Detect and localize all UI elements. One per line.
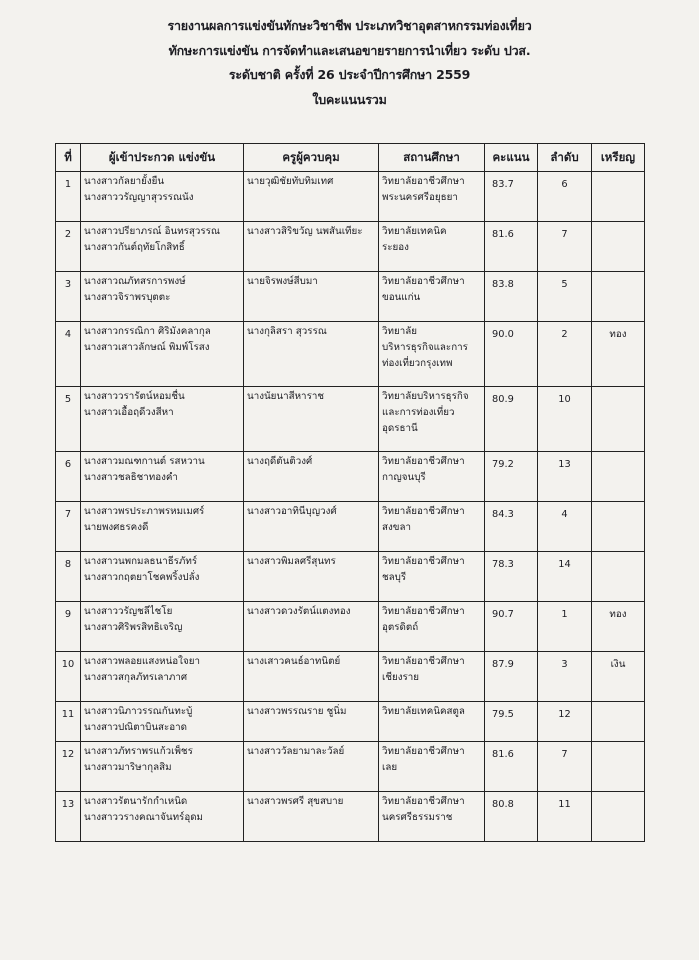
cell-rank: 1	[538, 602, 592, 652]
col-header-competitors: ผู้เข้าประกวด แข่งขัน	[81, 144, 244, 172]
cell-advisor	[244, 222, 379, 272]
cell-medal: ทอง	[592, 322, 645, 387]
cell-competitors	[81, 172, 244, 222]
competitor-1-first: นางสาวมณฑกานต์ รสหวาน	[84, 456, 205, 467]
table-row	[56, 172, 645, 222]
competitor-2-last: กุลสิม	[147, 762, 172, 773]
cell-no: 7	[56, 502, 81, 552]
cell-no: 13	[56, 792, 81, 842]
advisor-name	[244, 704, 378, 720]
advisor-name-last: ศรีสุนทร	[299, 556, 336, 567]
competitor-2-last: สิทธิเจริญ	[141, 622, 183, 633]
cell-no: 9	[56, 602, 81, 652]
competitor-2-first: นางสาวกันต์ฤทัย	[84, 242, 156, 253]
cell-medal	[592, 702, 645, 742]
competitor-2	[81, 240, 243, 256]
advisor-name	[244, 554, 378, 570]
school-line: วิทยาลัยเทคนิค	[382, 226, 447, 237]
cell-school	[379, 652, 485, 702]
advisor-name-first: นางเสาวคนธ์	[247, 656, 304, 667]
cell-rank: 7	[538, 742, 592, 792]
competitor-1	[81, 224, 243, 240]
cell-rank: 7	[538, 222, 592, 272]
competitor-2	[81, 405, 243, 421]
competitor-1-first: นางสาววรัญชลี	[84, 606, 150, 617]
advisor-name	[244, 389, 378, 405]
competitor-2-first: นางสาวเสาวลักษณ์ พิมพ์โรสง	[84, 342, 210, 353]
school-line: เลย	[382, 762, 398, 773]
cell-competitors	[81, 702, 244, 742]
competitor-2-last: จันทร์อุดม	[160, 812, 204, 823]
table-row	[56, 742, 645, 792]
competitor-2	[81, 620, 243, 636]
cell-score: 80.8	[485, 792, 538, 842]
cell-competitors	[81, 502, 244, 552]
cell-medal	[592, 452, 645, 502]
school-line: นครศรีธรรมราช	[382, 812, 453, 823]
advisor-name-first: นางสาวดวงรัตน์	[247, 606, 316, 617]
advisor-name	[244, 224, 378, 240]
competitor-2	[81, 720, 243, 736]
school-line: วิทยาลัยเทคนิคสตูล	[382, 706, 465, 717]
advisor-name-last: บุญวงศ์	[305, 506, 337, 517]
competitor-2-first: นางสาวชลธิชา	[84, 472, 149, 483]
cell-school	[379, 552, 485, 602]
school-line: อุดรธานี	[382, 423, 418, 434]
cell-competitors	[81, 322, 244, 387]
school-line: กาญจนบุรี	[382, 472, 426, 483]
competitor-1	[81, 654, 243, 670]
competitor-2	[81, 340, 243, 356]
school-line: พระนครศรีอยุธยา	[382, 192, 458, 203]
school-line: ขอนแก่น	[382, 292, 421, 303]
competitor-1-last: การพงษ์	[151, 276, 186, 287]
advisor-name-last: ทับทิมเทศ	[291, 176, 334, 187]
cell-advisor	[244, 452, 379, 502]
cell-competitors	[81, 792, 244, 842]
advisor-name-first: นายวุฒิชัย	[247, 176, 292, 187]
competitor-2-last: เลาภาศ	[154, 672, 188, 683]
cell-rank: 10	[538, 387, 592, 452]
competitor-1-first: นางสาวพรประภา	[84, 506, 159, 517]
advisor-name-first: นางสาวพรศรี สุขสบาย	[247, 796, 344, 807]
cell-competitors	[81, 222, 244, 272]
competitor-2	[81, 670, 243, 686]
competitor-1	[81, 274, 243, 290]
cell-competitors	[81, 552, 244, 602]
school-line: วิทยาลัยบริหารธุรกิจ	[382, 391, 469, 402]
col-header-no: ที่	[56, 144, 81, 172]
cell-score: 83.8	[485, 272, 538, 322]
cell-no: 8	[56, 552, 81, 602]
table-row	[56, 322, 645, 387]
advisor-name	[244, 174, 378, 190]
school-line: บริหารธุรกิจและการ	[382, 342, 468, 353]
cell-competitors	[81, 452, 244, 502]
cell-medal: เงิน	[592, 652, 645, 702]
col-header-advisor: ครูผู้ควบคุม	[244, 144, 379, 172]
competitor-1	[81, 604, 243, 620]
competitor-1-last: หน่อใจยา	[159, 656, 200, 667]
competitor-1-last: ยั้งยืน	[141, 176, 165, 187]
table-row	[56, 552, 645, 602]
competitor-1-last: ธนาธีรภัทร์	[149, 556, 198, 567]
competitor-1-last: หอมชื่น	[152, 391, 185, 402]
cell-rank: 14	[538, 552, 592, 602]
cell-school	[379, 222, 485, 272]
cell-score: 78.3	[485, 552, 538, 602]
cell-no: 2	[56, 222, 81, 272]
advisor-name-first: นางสาวพิมล	[247, 556, 300, 567]
school-line: สงขลา	[382, 522, 411, 533]
cell-school	[379, 172, 485, 222]
advisor-name-first: นางสาววัลยา	[247, 746, 304, 757]
competitor-1	[81, 454, 243, 470]
cell-rank: 12	[538, 702, 592, 742]
cell-medal	[592, 552, 645, 602]
cell-advisor	[244, 272, 379, 322]
cell-competitors	[81, 742, 244, 792]
competitor-2-first: นางสาวสกุลภัทร	[84, 672, 155, 683]
cell-advisor	[244, 322, 379, 387]
advisor-name	[244, 744, 378, 760]
competitor-2-first: นางสาววรางคณา	[84, 812, 161, 823]
cell-score: 80.9	[485, 387, 538, 452]
advisor-name-first: นางกุลิสรา สุวรรณ	[247, 326, 327, 337]
cell-school	[379, 602, 485, 652]
competitor-1-last: แก้วเพ็ชร	[153, 746, 193, 757]
school-line: วิทยาลัยอาชีวศึกษา	[382, 456, 465, 467]
advisor-name-first: นางสาวพรรณราย ชูนิ่ม	[247, 706, 347, 717]
cell-no: 4	[56, 322, 81, 387]
cell-rank: 13	[538, 452, 592, 502]
competitor-1	[81, 389, 243, 405]
cell-school	[379, 452, 485, 502]
school-line: เชียงราย	[382, 672, 420, 683]
competitor-1-first: นางสาวกัลยา	[84, 176, 142, 187]
competitor-1-first: นางสาวกรรณิกา ศิริมังคลากุล	[84, 326, 211, 337]
competitor-2-first: นางสาวศิริพร	[84, 622, 142, 633]
school-line: วิทยาลัยอาชีวศึกษา	[382, 796, 465, 807]
competitor-2-first: นางสาวปณิตา	[84, 722, 146, 733]
school-line: ชลบุรี	[382, 572, 407, 583]
competitor-1-last: ไชโย	[149, 606, 173, 617]
title-line-3: ระดับชาติ ครั้งที่ 26 ประจำปีการศึกษา 2559	[228, 67, 471, 82]
competitor-2	[81, 290, 243, 306]
competitor-2-last: โชคพริ้งปลั่ง	[147, 572, 200, 583]
table-row	[56, 387, 645, 452]
school-line: ระยอง	[382, 242, 409, 253]
cell-competitors	[81, 652, 244, 702]
competitor-1-first: นางสาวพลอยแสง	[84, 656, 160, 667]
cell-school	[379, 387, 485, 452]
competitor-1	[81, 794, 243, 810]
cell-no: 10	[56, 652, 81, 702]
cell-rank: 2	[538, 322, 592, 387]
cell-no: 3	[56, 272, 81, 322]
advisor-name-last: มาละวัลย์	[303, 746, 345, 757]
competitor-1-last: รักกำเหนิด	[141, 796, 188, 807]
competitor-2	[81, 760, 243, 776]
title-line-4: ใบคะแนนรวม	[312, 91, 387, 107]
table-row	[56, 222, 645, 272]
advisor-name	[244, 794, 378, 810]
cell-rank: 5	[538, 272, 592, 322]
cell-score: 84.3	[485, 502, 538, 552]
cell-no: 6	[56, 452, 81, 502]
competitor-1-last: พรหมเมศร์	[158, 506, 205, 517]
table-row	[56, 702, 645, 742]
document-header	[0, 14, 699, 112]
advisor-name-first: นางนัยนา	[247, 391, 289, 402]
competitor-2-last: โกสิทธิ์	[155, 242, 185, 253]
col-header-rank: ลำดับ	[538, 144, 592, 172]
advisor-name-last: อาทนิตย์	[303, 656, 341, 667]
cell-medal	[592, 502, 645, 552]
advisor-name	[244, 504, 378, 520]
school-line: วิทยาลัย	[382, 326, 417, 337]
competitor-2-last: วงสีหา	[145, 407, 174, 418]
cell-school	[379, 702, 485, 742]
score-table	[55, 143, 645, 842]
school-line: วิทยาลัยอาชีวศึกษา	[382, 656, 465, 667]
cell-score: 90.7	[485, 602, 538, 652]
cell-advisor	[244, 387, 379, 452]
competitor-1	[81, 744, 243, 760]
competitor-2	[81, 190, 243, 206]
competitor-1-first: นางสาวปรียาภรณ์ อินทรสุวรรณ	[84, 226, 221, 237]
competitor-2-first: นางสาวจิราพร	[84, 292, 147, 303]
advisor-name	[244, 324, 378, 340]
school-line: วิทยาลัยอาชีวศึกษา	[382, 556, 465, 567]
competitor-2-first: นางสาววรัญญา	[84, 192, 151, 203]
competitor-1	[81, 554, 243, 570]
competitor-2-first: นางสาวมาริษา	[84, 762, 148, 773]
col-header-school: สถานศึกษา	[379, 144, 485, 172]
competitor-1	[81, 704, 243, 720]
cell-score: 79.2	[485, 452, 538, 502]
cell-advisor	[244, 172, 379, 222]
competitor-1-first: นางสาวรัตนา	[84, 796, 142, 807]
competitor-2-last: ทองคำ	[148, 472, 178, 483]
competitor-1-first: นางสาววรารัตน์	[84, 391, 153, 402]
advisor-name-first: นางสาวอาทินี	[247, 506, 306, 517]
school-line: วิทยาลัยอาชีวศึกษา	[382, 606, 465, 617]
cell-rank: 4	[538, 502, 592, 552]
cell-rank: 11	[538, 792, 592, 842]
table-row	[56, 652, 645, 702]
advisor-name	[244, 454, 378, 470]
cell-medal	[592, 222, 645, 272]
cell-medal	[592, 272, 645, 322]
advisor-name	[244, 604, 378, 620]
school-line: ท่องเที่ยวกรุงเทพ	[382, 358, 453, 369]
school-line: วิทยาลัยอาชีวศึกษา	[382, 176, 465, 187]
competitor-1-last: กันทะบู้	[161, 706, 193, 717]
table-body	[56, 172, 645, 842]
cell-score: 90.0	[485, 322, 538, 387]
competitor-1	[81, 174, 243, 190]
competitor-2	[81, 810, 243, 826]
competitor-1	[81, 504, 243, 520]
cell-no: 5	[56, 387, 81, 452]
advisor-name-last: สีบมา	[293, 276, 318, 287]
cell-score: 81.6	[485, 742, 538, 792]
table-row	[56, 452, 645, 502]
advisor-name-first: นายจิรพงษ์	[247, 276, 294, 287]
cell-advisor	[244, 742, 379, 792]
cell-medal	[592, 792, 645, 842]
cell-rank: 3	[538, 652, 592, 702]
cell-advisor	[244, 502, 379, 552]
cell-no: 12	[56, 742, 81, 792]
table-header-row	[56, 144, 645, 172]
cell-competitors	[81, 272, 244, 322]
cell-competitors	[81, 387, 244, 452]
cell-advisor	[244, 792, 379, 842]
school-line: และการท่องเที่ยว	[382, 407, 455, 418]
school-line: อุตรดิตถ์	[382, 622, 419, 633]
cell-score: 87.9	[485, 652, 538, 702]
table-row	[56, 792, 645, 842]
cell-school	[379, 272, 485, 322]
school-line: วิทยาลัยอาชีวศึกษา	[382, 276, 465, 287]
advisor-name-last: ตันติวงศ์	[276, 456, 313, 467]
competitor-2	[81, 470, 243, 486]
competitor-2	[81, 570, 243, 586]
cell-advisor	[244, 652, 379, 702]
advisor-name-last: แตงทอง	[315, 606, 351, 617]
competitor-1-first: นางสาวภัทราพร	[84, 746, 154, 757]
advisor-name-first: นางฤดี	[247, 456, 277, 467]
table-row	[56, 502, 645, 552]
competitor-1-first: นางสาวนพกมล	[84, 556, 150, 567]
title-line-2: ทักษะการแข่งขัน การจัดทำและเสนอขายรายการนำเที่ยว ระดับ ปวส.	[168, 42, 531, 58]
cell-school	[379, 792, 485, 842]
cell-score: 81.6	[485, 222, 538, 272]
competitor-2-first: นางสาวกฤตยา	[84, 572, 148, 583]
cell-competitors	[81, 602, 244, 652]
competitor-2-last: คงดี	[130, 522, 149, 533]
table-row	[56, 272, 645, 322]
competitor-2-first: นายพงศธร	[84, 522, 131, 533]
competitor-2-last: บินสะอาด	[145, 722, 188, 733]
competitor-2-last: สุวรรณนัง	[150, 192, 194, 203]
cell-advisor	[244, 552, 379, 602]
cell-medal	[592, 172, 645, 222]
cell-score: 79.5	[485, 702, 538, 742]
cell-no: 1	[56, 172, 81, 222]
cell-rank: 6	[538, 172, 592, 222]
cell-no: 11	[56, 702, 81, 742]
school-line: วิทยาลัยอาชีวศึกษา	[382, 506, 465, 517]
cell-advisor	[244, 702, 379, 742]
cell-school	[379, 742, 485, 792]
cell-advisor	[244, 602, 379, 652]
col-header-medal: เหรียญ	[592, 144, 645, 172]
cell-school	[379, 502, 485, 552]
cell-score: 83.7	[485, 172, 538, 222]
advisor-name	[244, 274, 378, 290]
table-row	[56, 602, 645, 652]
competitor-1-first: นางสาวณภัทสร	[84, 276, 152, 287]
cell-medal	[592, 387, 645, 452]
advisor-name	[244, 654, 378, 670]
advisor-name-last: สีหาราช	[288, 391, 324, 402]
competitor-2-last: บุตตะ	[146, 292, 171, 303]
col-header-score: คะแนน	[485, 144, 538, 172]
cell-medal: ทอง	[592, 602, 645, 652]
school-line: วิทยาลัยอาชีวศึกษา	[382, 746, 465, 757]
competitor-2	[81, 520, 243, 536]
competitor-1	[81, 324, 243, 340]
advisor-name-first: นางสาวสิริขวัญ นพสันเทียะ	[247, 226, 363, 237]
competitor-1-first: นางสาวนิภาวรรณ	[84, 706, 162, 717]
title-line-1: รายงานผลการแข่งขันทักษะวิชาชีพ ประเภทวิชาอุตสาหกรรมท่องเที่ยว	[167, 18, 532, 33]
cell-school	[379, 322, 485, 387]
cell-medal	[592, 742, 645, 792]
competitor-2-first: นางสาวเอื้อฤดี	[84, 407, 146, 418]
